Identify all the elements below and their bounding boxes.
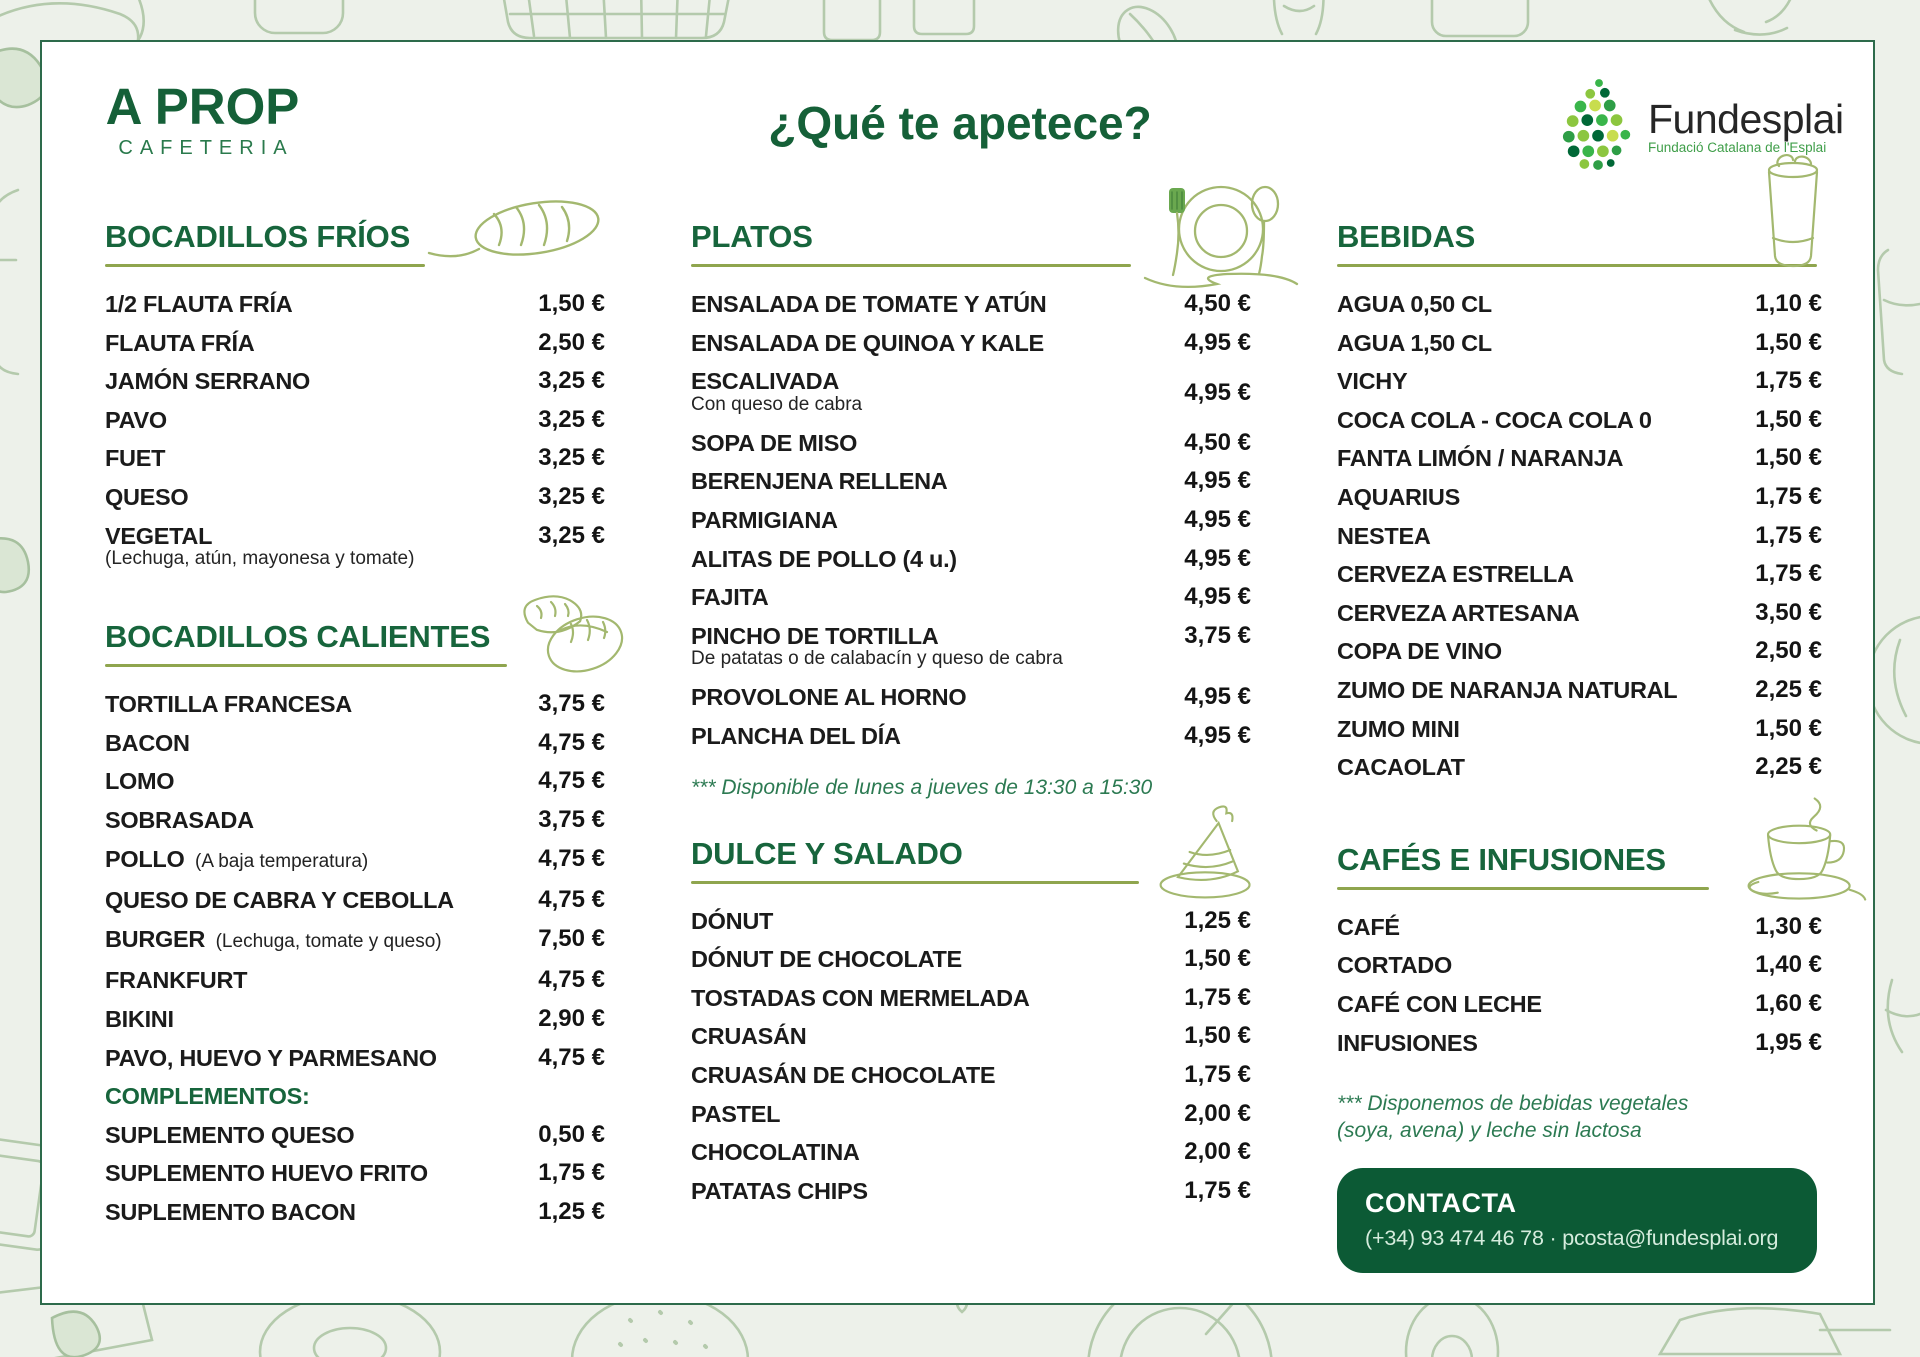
menu-item-row <box>1337 594 1822 633</box>
menu-item-text <box>1337 439 1755 478</box>
menu-item-name: DÓNUT <box>691 907 774 934</box>
section-items <box>105 685 605 1231</box>
menu-item-price: 4,75 € <box>538 767 605 795</box>
menu-item-text <box>105 1193 538 1232</box>
menu-item-name: LOMO <box>105 768 175 795</box>
menu-item-name: 1/2 FLAUTA FRÍA <box>105 291 293 317</box>
menu-item-text <box>105 961 538 1000</box>
menu-item-text <box>691 940 1184 979</box>
menu-item-name: FUET <box>105 445 166 472</box>
menu-item-text <box>691 578 1184 617</box>
menu-item-name: POLLO (A baja temperatura) <box>105 845 369 872</box>
menu-item-name: FAJITA <box>691 584 769 611</box>
menu-item-name: COMPLEMENTOS: <box>105 1083 310 1110</box>
menu-item-name: FANTA LIMÓN / NARANJA <box>1337 445 1624 472</box>
menu-item-text <box>1337 1024 1755 1063</box>
menu-item-row <box>105 1193 605 1232</box>
menu-item-name: TOSTADAS CON MERMELADA <box>691 984 1030 1011</box>
section-header <box>105 220 605 267</box>
menu-item-text <box>1337 671 1755 710</box>
menu-item-name: VICHY <box>1337 368 1408 395</box>
menu-section-bocadillos-calientes <box>105 620 605 1231</box>
menu-item-text <box>691 324 1184 363</box>
menu-item-name: INFUSIONES <box>1337 1029 1478 1056</box>
menu-item-text <box>105 840 538 882</box>
menu-item-name: QUESO DE CABRA Y CEBOLLA <box>105 887 454 914</box>
menu-item-price: 1,10 € <box>1755 290 1822 317</box>
menu-item-price: 3,25 € <box>538 482 605 510</box>
column-left <box>105 220 605 1231</box>
menu-item-text <box>691 1095 1184 1134</box>
menu-item-text <box>691 617 1184 679</box>
menu-item-row <box>105 401 605 440</box>
menu-item-price: 2,25 € <box>1755 753 1822 781</box>
menu-item-row <box>691 979 1251 1018</box>
menu-item-row <box>105 1000 605 1039</box>
menu-item-text <box>1337 555 1755 594</box>
menu-item-name: ZUMO MINI <box>1337 715 1460 742</box>
menu-item-name: PAVO, HUEVO Y PARMESANO <box>105 1044 437 1071</box>
section-header <box>1337 220 1822 267</box>
menu-item-price: 4,75 € <box>538 966 605 994</box>
menu-item-text <box>1337 594 1755 633</box>
menu-item-text <box>691 1056 1184 1095</box>
menu-item-text <box>1337 710 1755 749</box>
menu-item-text <box>691 717 1184 756</box>
menu-item-name: ALITAS DE POLLO (4 u.) <box>691 545 957 572</box>
menu-item-row <box>105 762 605 801</box>
section-underline <box>691 264 1131 267</box>
menu-subheading-row <box>105 1077 605 1116</box>
menu-item-text <box>1337 985 1755 1024</box>
section-items <box>691 902 1251 1211</box>
menu-item-name: CHOCOLATINA <box>691 1139 860 1166</box>
menu-item-text <box>105 762 538 801</box>
menu-item-row <box>105 685 605 724</box>
section-underline <box>105 664 507 667</box>
menu-item-name: CAFÉ <box>1337 913 1400 940</box>
menu-item-name: VEGETAL <box>105 522 213 549</box>
menu-item-name: PROVOLONE AL HORNO <box>691 684 967 711</box>
menu-item-row <box>105 840 605 882</box>
menu-item-text <box>1337 478 1755 517</box>
menu-item-name: CRUASÁN <box>691 1023 807 1050</box>
contact-title: CONTACTA <box>1365 1188 1517 1219</box>
menu-item-row <box>691 501 1251 540</box>
menu-section-platos <box>691 220 1251 801</box>
menu-item-row <box>691 678 1251 717</box>
menu-item-name: ENSALADA DE TOMATE Y ATÚN <box>691 291 1047 317</box>
menu-item-name: AGUA 0,50 CL <box>1337 291 1492 317</box>
menu-item-inline-description: (A baja temperatura) <box>184 850 369 872</box>
menu-item-price: 4,95 € <box>1184 378 1251 406</box>
menu-item-price: 1,75 € <box>1184 983 1251 1011</box>
menu-item-name: CACAOLAT <box>1337 754 1465 781</box>
menu-item-price: 2,90 € <box>538 1004 605 1032</box>
menu-item-name: SOPA DE MISO <box>691 429 858 456</box>
brand-subtitle: CAFETERIA <box>118 137 294 159</box>
menu-item-row <box>691 617 1251 679</box>
menu-item-text <box>105 401 538 440</box>
menu-item-price: 0,50 € <box>538 1120 605 1148</box>
menu-item-row <box>105 1039 605 1078</box>
menu-item-price: 1,50 € <box>1755 444 1822 472</box>
menu-item-row <box>691 1133 1251 1172</box>
menu-item-price: 3,25 € <box>538 444 605 472</box>
menu-item-name: BERENJENA RELLENA <box>691 468 948 495</box>
section-underline <box>1337 264 1817 267</box>
menu-item-row <box>105 285 605 324</box>
fundesplai-logo <box>1560 76 1844 177</box>
menu-item-price: 4,50 € <box>1184 428 1251 456</box>
menu-item-name: FRANKFURT <box>105 967 248 994</box>
menu-item-text <box>1337 908 1755 947</box>
menu-item-text <box>105 920 538 962</box>
menu-item-price: 2,00 € <box>1184 1138 1251 1166</box>
menu-item-text <box>105 1116 538 1155</box>
menu-item-text <box>691 501 1184 540</box>
menu-section-dulce-y-salado <box>691 837 1251 1211</box>
section-note-line: (soya, avena) y leche sin lactosa <box>1337 1119 1642 1143</box>
menu-item-text <box>1337 748 1755 787</box>
section-items <box>105 285 605 578</box>
menu-item-name: BIKINI <box>105 1005 174 1032</box>
menu-item-row <box>1337 478 1822 517</box>
menu-item-name: PARMIGIANA <box>691 506 838 533</box>
menu-item-row <box>691 362 1251 424</box>
menu-item-row <box>691 717 1251 756</box>
menu-item-text <box>105 1039 538 1078</box>
menu-item-price: 1,50 € <box>1755 405 1822 433</box>
menu-item-price: 1,75 € <box>1755 521 1822 549</box>
menu-item-row <box>691 462 1251 501</box>
menu-section-cafes-e-infusiones <box>1337 843 1822 1144</box>
menu-item-price: 4,95 € <box>1184 328 1251 356</box>
section-title: CAFÉS E INFUSIONES <box>1337 841 1666 877</box>
menu-item-price: 1,50 € <box>1184 1022 1251 1050</box>
menu-item-name: COCA COLA - COCA COLA 0 <box>1337 406 1652 433</box>
brand-name: A PROP <box>105 78 300 135</box>
menu-item-row <box>105 961 605 1000</box>
menu-item-text <box>105 1000 538 1039</box>
menu-item-text <box>1337 362 1755 401</box>
menu-item-price: 4,75 € <box>538 844 605 872</box>
column-right <box>1337 220 1822 1273</box>
menu-item-row <box>1337 946 1822 985</box>
menu-item-price: 1,75 € <box>538 1159 605 1187</box>
menu-item-text <box>105 724 538 763</box>
menu-item-price: 1,50 € <box>1184 945 1251 973</box>
menu-item-row <box>1337 362 1822 401</box>
menu-item-text <box>105 439 538 478</box>
menu-item-row <box>105 324 605 363</box>
menu-item-row <box>105 881 605 920</box>
menu-item-name: CERVEZA ESTRELLA <box>1337 561 1574 588</box>
menu-item-row <box>691 1095 1251 1134</box>
menu-item-name: AGUA 1,50 CL <box>1337 329 1492 356</box>
menu-item-name: AQUARIUS <box>1337 483 1460 510</box>
menu-item-text <box>105 478 538 517</box>
menu-item-price: 1,25 € <box>1184 906 1251 934</box>
menu-item-price: 1,50 € <box>1755 714 1822 742</box>
section-title: BEBIDAS <box>1337 219 1476 254</box>
menu-item-price: 1,60 € <box>1755 989 1822 1017</box>
menu-item-name: PATATAS CHIPS <box>691 1177 868 1204</box>
menu-item-text <box>1337 946 1755 985</box>
menu-item-row <box>105 362 605 401</box>
column-middle <box>691 220 1251 1210</box>
menu-section-bocadillos-frios <box>105 220 605 578</box>
menu-item-row <box>1337 710 1822 749</box>
menu-item-row <box>1337 401 1822 440</box>
menu-item-row <box>691 902 1251 941</box>
menu-item-row <box>1337 748 1822 787</box>
menu-item-row <box>691 1056 1251 1095</box>
menu-item-name: ZUMO DE NARANJA NATURAL <box>1337 676 1678 703</box>
menu-item-text <box>691 1017 1184 1056</box>
menu-item-row <box>691 540 1251 579</box>
menu-item-text <box>1337 632 1755 671</box>
menu-item-row <box>105 439 605 478</box>
menu-item-description: De patatas o de calabacín y queso de cabra <box>691 648 1063 670</box>
menu-item-price: 4,75 € <box>538 886 605 914</box>
menu-section-bebidas <box>1337 220 1822 787</box>
menu-item-price: 1,75 € <box>1184 1060 1251 1088</box>
menu-item-text <box>105 362 538 401</box>
menu-item-price: 3,25 € <box>538 405 605 433</box>
menu-item-row <box>1337 555 1822 594</box>
section-header <box>691 837 1251 884</box>
menu-item-name: PAVO <box>105 406 167 433</box>
section-title: BOCADILLOS FRÍOS <box>105 219 411 254</box>
menu-item-text <box>105 881 538 920</box>
contact-info: (+34) 93 474 46 78 · pcosta@fundesplai.org <box>1365 1226 1779 1251</box>
section-title: BOCADILLOS CALIENTES <box>105 619 491 655</box>
menu-item-price: 4,75 € <box>538 1043 605 1071</box>
menu-item-text <box>691 678 1184 717</box>
menu-item-price: 1,25 € <box>538 1197 605 1225</box>
menu-item-description: Con queso de cabra <box>691 393 863 415</box>
menu-item-text <box>691 462 1184 501</box>
menu-item-price: 1,50 € <box>1755 328 1822 356</box>
menu-item-name: QUESO <box>105 483 189 510</box>
menu-item-row <box>691 1172 1251 1211</box>
menu-item-row <box>105 1154 605 1193</box>
menu-item-name: CERVEZA ARTESANA <box>1337 599 1580 626</box>
menu-item-name: NESTEA <box>1337 522 1431 549</box>
menu-item-price: 3,50 € <box>1755 598 1822 626</box>
menu-item-row <box>105 724 605 763</box>
section-title: DULCE Y SALADO <box>691 835 963 871</box>
menu-item-price: 4,50 € <box>1184 290 1251 317</box>
menu-item-price: 3,75 € <box>538 805 605 833</box>
section-header <box>691 220 1251 267</box>
menu-item-price: 1,50 € <box>538 290 605 317</box>
menu-item-price: 1,95 € <box>1755 1028 1822 1056</box>
menu-item-row <box>105 478 605 517</box>
section-items <box>1337 908 1822 1062</box>
menu-item-row <box>691 424 1251 463</box>
menu-item-text <box>691 285 1184 324</box>
page-title: ¿Qué te apetece? <box>768 97 1152 149</box>
section-underline <box>1337 887 1709 890</box>
menu-item-price: 4,95 € <box>1184 505 1251 533</box>
menu-item-price: 2,50 € <box>1755 637 1822 665</box>
menu-item-name: TORTILLA FRANCESA <box>105 691 352 718</box>
menu-item-price: 4,95 € <box>1184 467 1251 495</box>
menu-item-text <box>105 685 538 724</box>
menu-item-text <box>691 979 1184 1018</box>
menu-item-name: CRUASÁN DE CHOCOLATE <box>691 1061 996 1088</box>
section-underline <box>691 881 1139 884</box>
section-title: PLATOS <box>691 219 813 254</box>
menu-item-row <box>691 940 1251 979</box>
menu-item-price: 3,25 € <box>538 367 605 395</box>
menu-item-row <box>105 801 605 840</box>
menu-item-price: 4,95 € <box>1184 544 1251 572</box>
menu-item-text <box>105 285 538 324</box>
menu-item-text <box>1337 401 1755 440</box>
menu-item-price: 1,75 € <box>1184 1176 1251 1204</box>
menu-item-row <box>691 1017 1251 1056</box>
menu-item-row <box>1337 908 1822 947</box>
section-items <box>691 285 1251 756</box>
menu-item-text <box>691 424 1184 463</box>
menu-item-row <box>1337 324 1822 363</box>
menu-item-row <box>105 1116 605 1155</box>
section-note <box>691 774 1251 801</box>
menu-item-name: PLANCHA DEL DÍA <box>691 722 901 749</box>
menu-item-name: FLAUTA FRÍA <box>105 329 255 356</box>
menu-item-row <box>691 285 1251 324</box>
menu-item-name: PASTEL <box>691 1100 781 1127</box>
menu-item-row <box>1337 985 1822 1024</box>
menu-item-name: CORTADO <box>1337 952 1452 979</box>
menu-item-price: 2,50 € <box>538 328 605 356</box>
menu-item-text <box>105 324 538 363</box>
fundesplai-subtitle: Fundació Catalana de l'Esplai <box>1648 140 1827 155</box>
menu-item-price: 1,75 € <box>1755 367 1822 395</box>
menu-item-name: SUPLEMENTO HUEVO FRITO <box>105 1160 428 1187</box>
menu-item-price: 3,25 € <box>538 521 605 549</box>
menu-item-name: SUPLEMENTO QUESO <box>105 1121 355 1148</box>
section-note-line: *** Disponible de lunes a jueves de 13:30 a 15:30 <box>691 775 1153 799</box>
menu-item-price: 4,95 € <box>1184 683 1251 711</box>
section-underline <box>105 264 425 267</box>
menu-item-name: ESCALIVADA <box>691 368 840 395</box>
menu-item-name: JAMÓN SERRANO <box>105 368 311 395</box>
menu-item-text <box>691 1172 1184 1211</box>
menu-item-row <box>691 578 1251 617</box>
menu-item-text <box>1337 324 1755 363</box>
section-header <box>105 620 605 667</box>
menu-item-row <box>1337 632 1822 671</box>
menu-item-price: 1,40 € <box>1755 951 1822 979</box>
section-note-line: *** Disponemos de bebidas vegetales <box>1337 1092 1689 1116</box>
menu-item-price: 1,75 € <box>1755 482 1822 510</box>
menu-item-row <box>1337 671 1822 710</box>
section-items <box>1337 285 1822 787</box>
section-header <box>1337 843 1822 890</box>
menu-item-price: 2,25 € <box>1755 675 1822 703</box>
menu-item-text <box>691 1133 1184 1172</box>
fundesplai-mark-icon <box>1560 76 1638 177</box>
menu-item-text <box>691 362 1184 424</box>
fundesplai-name: Fundesplai <box>1648 96 1844 142</box>
menu-item-row <box>105 517 605 579</box>
contact-card <box>1337 1168 1817 1273</box>
menu-item-name: ENSALADA DE QUINOA Y KALE <box>691 329 1044 356</box>
menu-item-price: 4,95 € <box>1184 721 1251 749</box>
menu-item-name: PINCHO DE TORTILLA <box>691 622 939 649</box>
menu-item-row <box>1337 439 1822 478</box>
section-note <box>1337 1090 1822 1144</box>
menu-item-price: 1,75 € <box>1755 560 1822 588</box>
menu-item-row <box>691 324 1251 363</box>
menu-item-row <box>105 920 605 962</box>
menu-item-price: 3,75 € <box>538 690 605 718</box>
menu-item-row <box>1337 285 1822 324</box>
menu-item-name: SOBRASADA <box>105 806 254 833</box>
menu-item-text <box>691 902 1184 941</box>
menu-item-description: (Lechuga, atún, mayonesa y tomate) <box>105 548 415 570</box>
menu-item-name: COPA DE VINO <box>1337 638 1502 665</box>
menu-item-inline-description: (Lechuga, tomate y queso) <box>205 930 442 952</box>
menu-item-price: 3,75 € <box>1184 621 1251 649</box>
menu-item-name: BACON <box>105 729 190 756</box>
menu-item-name: BURGER (Lechuga, tomate y queso) <box>105 925 442 952</box>
menu-item-text <box>105 1154 538 1193</box>
menu-item-text <box>1337 285 1755 324</box>
menu-item-price: 4,75 € <box>538 728 605 756</box>
menu-item-text <box>1337 517 1755 556</box>
menu-item-row <box>1337 517 1822 556</box>
menu-item-price: 2,00 € <box>1184 1099 1251 1127</box>
menu-item-text <box>105 801 538 840</box>
menu-item-text <box>691 540 1184 579</box>
menu-item-name: DÓNUT DE CHOCOLATE <box>691 946 962 973</box>
menu-item-text <box>105 1077 605 1116</box>
menu-item-price: 7,50 € <box>538 924 605 952</box>
menu-item-text <box>105 517 538 579</box>
menu-item-name: CAFÉ CON LECHE <box>1337 990 1542 1017</box>
menu-item-name: SUPLEMENTO BACON <box>105 1198 356 1225</box>
menu-item-price: 4,95 € <box>1184 583 1251 611</box>
menu-item-price: 1,30 € <box>1755 912 1822 940</box>
menu-item-row <box>1337 1024 1822 1063</box>
